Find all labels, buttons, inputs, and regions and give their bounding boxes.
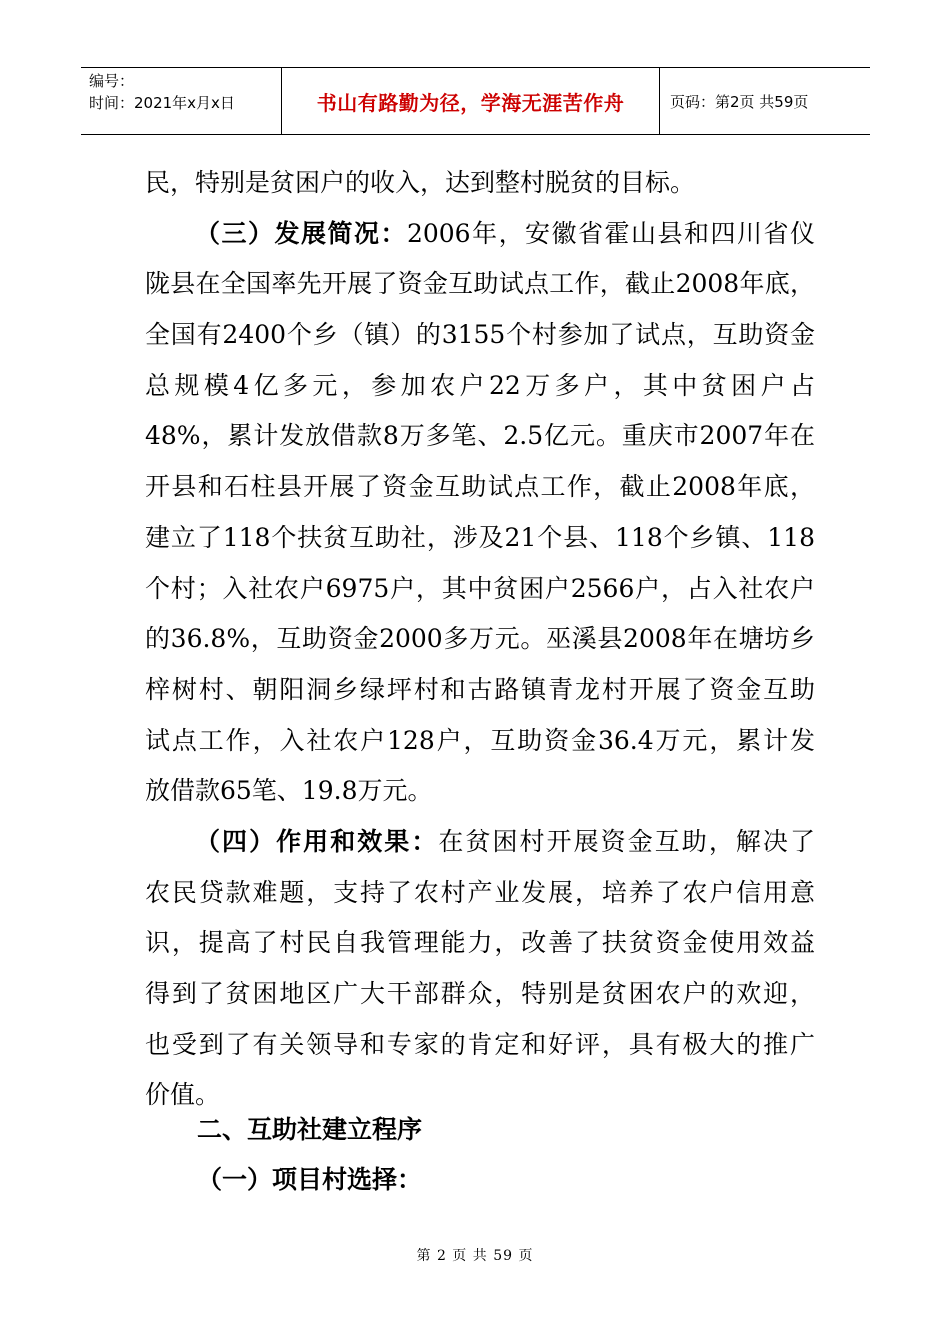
page-header <box>81 67 870 135</box>
body-line: 个村；入社农户6975户，其中贫困户2566户，占入社农户 <box>145 573 815 603</box>
paragraph-heading-line <box>145 209 815 260</box>
body-line: 48%，累计发放借款8万多笔、2.5亿元。重庆市2007年在 <box>145 421 815 451</box>
body-text: 在贫困村开展资金互助，解决了 <box>438 826 815 856</box>
body-line: 建立了118个扶贫互助社，涉及21个县、118个乡镇、118 <box>145 522 815 552</box>
body-line: 试点工作，入社农户128户，互助资金36.4万元，累计发 <box>145 725 815 755</box>
body-text: 2006年，安徽省霍山县和四川省仪 <box>406 218 815 248</box>
body-line: 梓树村、朝阳洞乡绿坪村和古路镇青龙村开展了资金互助 <box>145 674 815 704</box>
document-body <box>145 158 815 1121</box>
body-line: 民，特别是贫困户的收入，达到整村脱贫的目标。 <box>145 168 696 197</box>
section-heading: 二、互助社建立程序 <box>197 1115 423 1144</box>
body-line: 价值。 <box>145 1080 221 1110</box>
body-line: 识，提高了村民自我管理能力，改善了扶贫资金使用效益 <box>145 928 815 958</box>
paragraph-heading-line <box>145 817 815 868</box>
body-line: 开县和石柱县开展了资金互助试点工作，截止2008年底， <box>145 472 815 502</box>
subsection-heading: （一）项目村选择： <box>197 1165 423 1194</box>
date-label: 时间：2021年x月x日 <box>89 94 235 112</box>
body-line: 总规模4亿多元，参加农户22万多户，其中贫困户占 <box>145 370 815 400</box>
paragraph-heading: （四）作用和效果： <box>195 826 439 856</box>
header-meta <box>81 68 282 134</box>
body-line: 全国有2400个乡（镇）的3155个村参加了试点，互助资金 <box>145 320 815 350</box>
header-page-info: 页码：第2页 共59页 <box>670 92 809 111</box>
page-footer: 第 2 页 共 59 页 <box>416 1248 534 1264</box>
body-line: 的36.8%，互助资金2000多万元。巫溪县2008年在塘坊乡 <box>145 624 815 654</box>
body-line: 农民贷款难题，支持了农村产业发展，培养了农户信用意 <box>145 877 815 907</box>
number-label: 编号： <box>89 72 135 90</box>
paragraph-heading: （三）发展简况： <box>195 218 407 248</box>
body-line: 也受到了有关领导和专家的肯定和好评，具有极大的推广 <box>145 1029 815 1059</box>
body-line: 陇县在全国率先开展了资金互助试点工作，截止2008年底， <box>145 269 815 299</box>
body-line: 放借款65笔、19.8万元。 <box>145 776 433 806</box>
header-motto: 书山有路勤为径，学海无涯苦作舟 <box>282 68 660 134</box>
body-line: 得到了贫困地区广大干部群众，特别是贫困农户的欢迎， <box>145 979 815 1008</box>
